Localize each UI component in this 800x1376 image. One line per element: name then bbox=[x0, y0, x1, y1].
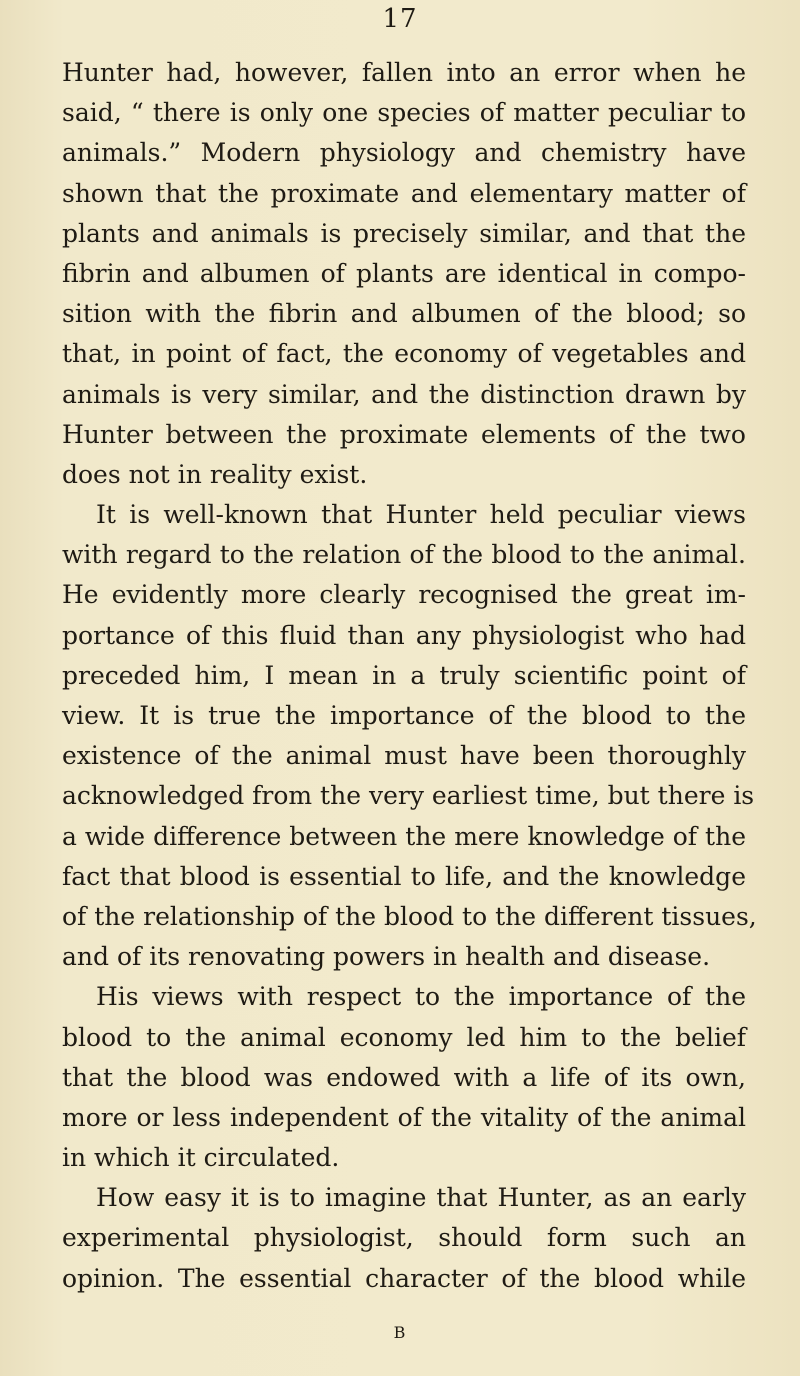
text-line: preceded him, I mean in a truly scientific point of bbox=[62, 660, 746, 690]
text-line: fibrin and albumen of plants are identical in compo- bbox=[62, 258, 746, 288]
text-line: sition with the fibrin and albumen of the blood; so bbox=[62, 299, 746, 329]
body-text bbox=[62, 53, 757, 1299]
text-line: Hunter between the proximate elements of the two bbox=[62, 419, 746, 449]
text-line: experimental physiologist, should form such an bbox=[62, 1223, 746, 1253]
text-line: in which it circulated. bbox=[62, 1143, 340, 1173]
text-line: of the relationship of the blood to the different tissues, bbox=[62, 901, 757, 931]
text-line: shown that the proximate and elementary matter of bbox=[62, 178, 746, 208]
text-line: He evidently more clearly recognised the great im- bbox=[62, 580, 746, 610]
text-line: His views with respect to the importance of the bbox=[96, 982, 746, 1012]
text-line: fact that blood is essential to life, and the knowledge bbox=[62, 861, 746, 891]
text-line: How easy it is to imagine that Hunter, as an early bbox=[96, 1183, 746, 1213]
text-line: Hunter had, however, fallen into an error when he bbox=[62, 58, 746, 87]
text-line: It is well-known that Hunter held peculiar views bbox=[96, 500, 746, 530]
text-line: with regard to the relation of the blood to the animal. bbox=[62, 540, 746, 570]
signature-mark: B bbox=[393, 1323, 407, 1342]
text-line: more or less independent of the vitality of the animal bbox=[62, 1102, 746, 1132]
text-line: does not in reality exist. bbox=[62, 459, 368, 489]
text-line: animals is very similar, and the distinction drawn by bbox=[62, 379, 746, 409]
text-line: view. It is true the importance of the blood to the bbox=[62, 701, 746, 730]
text-line: existence of the animal must have been thoroughly bbox=[62, 741, 746, 771]
text-line: that, in point of fact, the economy of vegetables and bbox=[62, 339, 746, 369]
text-line: animals.” Modern physiology and chemistry have bbox=[62, 138, 746, 168]
page-number: 17 bbox=[382, 4, 418, 34]
text-line: plants and animals is precisely similar, and that the bbox=[62, 218, 746, 248]
text-line: opinion. The essential character of the blood while bbox=[62, 1263, 746, 1293]
text-line: acknowledged from the very earliest time, but there is bbox=[62, 781, 755, 811]
text-line: said, “ there is only one species of matter peculiar to bbox=[62, 98, 746, 128]
text-line: a wide difference between the mere knowledge of the bbox=[62, 821, 746, 851]
text-line: and of its renovating powers in health and disease. bbox=[62, 942, 711, 972]
text-line: portance of this fluid than any physiologist who had bbox=[62, 620, 746, 650]
text-line: that the blood was endowed with a life of its own, bbox=[62, 1062, 746, 1092]
text-line: blood to the animal economy led him to the belief bbox=[62, 1022, 746, 1052]
